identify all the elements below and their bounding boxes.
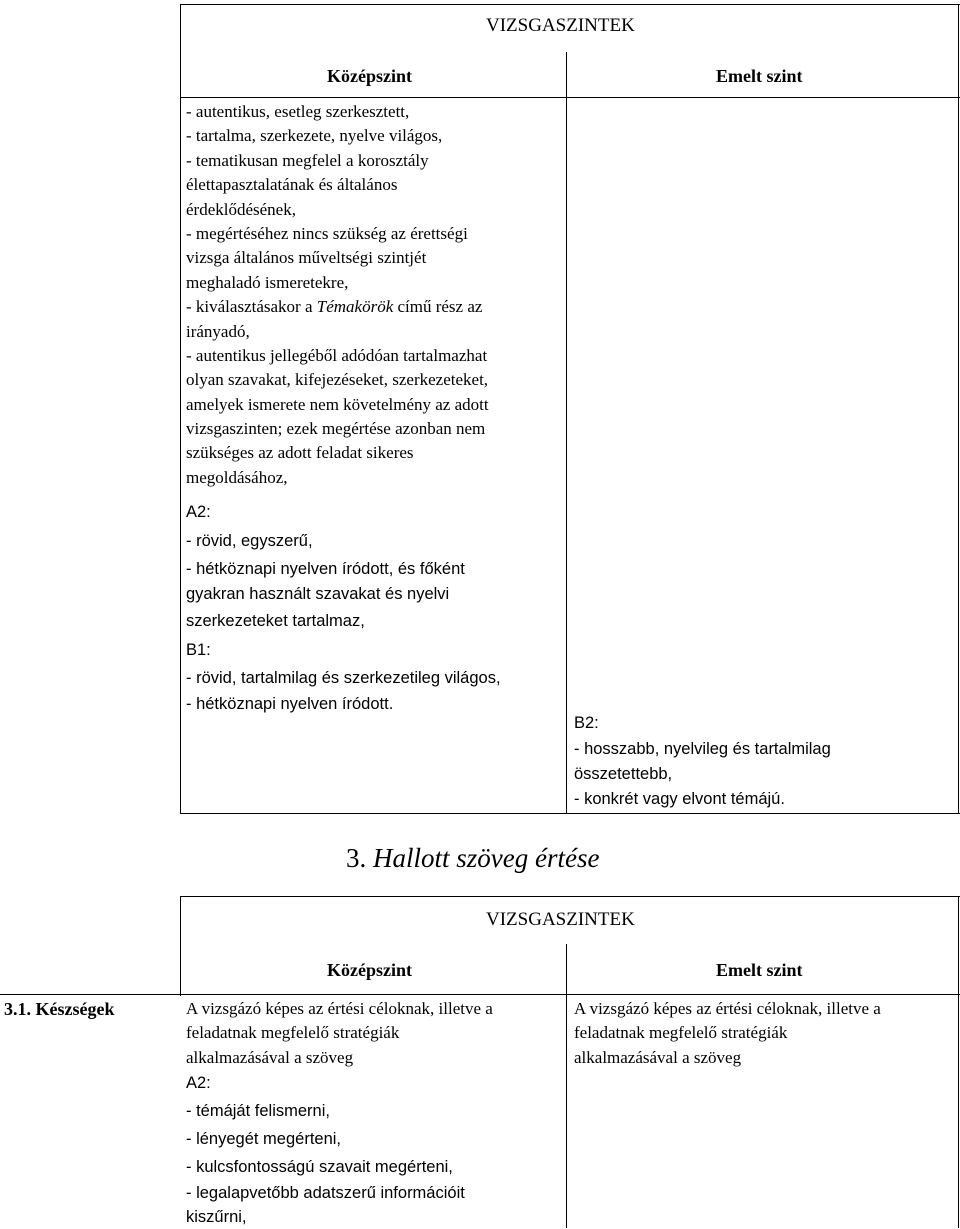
text-line: alkalmazásával a szöveg: [574, 1047, 742, 1067]
section-number: 3.: [346, 843, 373, 873]
t2-col-header-adv: Emelt szint: [716, 960, 803, 980]
text-line: - kulcsfontosságú szavait megérteni,: [186, 1158, 453, 1176]
text-line: A2:: [186, 503, 211, 521]
t2-adv-text: [574, 997, 881, 1070]
section-title: Hallott szöveg értése: [373, 843, 600, 873]
text-line: B1:: [186, 641, 211, 659]
text-line: - rövid, tartalmilag és szerkezetileg világos,: [186, 669, 501, 687]
text-line: olyan szavakat, kifejezéseket, szerkezeteket,: [186, 370, 489, 390]
text-line: érdeklődésének,: [186, 199, 296, 219]
t1-right-border: [958, 4, 959, 814]
text-line: amelyek ismerete nem követelmény az adott: [186, 394, 489, 414]
text-line: megoldásához,: [186, 467, 288, 487]
text-line: - autentikus, esetleg szerkesztett,: [186, 102, 410, 121]
text-line: - témáját felismerni,: [186, 1102, 330, 1120]
text-line: - hosszabb, nyelvileg és tartalmilag: [574, 740, 831, 758]
section-heading: [346, 842, 599, 874]
t1-adv-text: [574, 709, 831, 812]
text-line: kiszűrni,: [186, 1208, 247, 1226]
text-line: vizsga általános műveltségi szintjét: [186, 248, 427, 268]
t1-mid-text-a: [186, 100, 489, 490]
text-line: A vizsgázó képes az értési céloknak, illetve a: [574, 999, 881, 1018]
text-line: - konkrét vagy elvont témájú.: [574, 790, 785, 808]
text-line: - hétköznapi nyelven íródott, és főként: [186, 560, 465, 578]
t2-mid-text-b: [186, 1070, 465, 1229]
t2-header-divider: [0, 994, 960, 995]
t2-col-divider: [566, 944, 567, 1228]
text-line: B2:: [574, 714, 599, 732]
t1-title: VIZSGASZINTEK: [486, 15, 635, 36]
text-line: szerkezeteket tartalmaz,: [186, 612, 365, 630]
t1-left-border: [180, 4, 181, 814]
text-line: - lényegét megérteni,: [186, 1130, 342, 1148]
text-line: meghaladó ismeretekre,: [186, 272, 349, 292]
t1-bottom-border: [180, 813, 960, 814]
text-line-temakorok: [186, 295, 489, 319]
t1-header-divider: [180, 97, 960, 98]
text-line: - rövid, egyszerű,: [186, 532, 313, 550]
text-line: - legalapvetőbb adatszerű információit: [186, 1184, 465, 1202]
text-line: feladatnak megfelelő stratégiák: [574, 1023, 788, 1043]
text-line: - tematikusan megfelel a korosztály: [186, 150, 429, 170]
text-line: - megértéséhez nincs szükség az érettségi: [186, 223, 468, 243]
text-span: - kiválasztásakor a: [186, 297, 317, 317]
text-line: alkalmazásával a szöveg: [186, 1047, 354, 1067]
t1-mid-text-b: [186, 498, 501, 717]
t1-col-divider: [566, 52, 567, 814]
text-line: szükséges az adott feladat sikeres: [186, 443, 414, 463]
t1-col-header-adv: Emelt szint: [716, 66, 803, 86]
t2-col-header-mid: Középszint: [327, 960, 412, 980]
t2-left-border: [180, 896, 181, 996]
text-line: - hétköznapi nyelven íródott.: [186, 695, 394, 713]
text-line: vizsgaszinten; ezek megértése azonban nem: [186, 419, 486, 439]
text-line: irányadó,: [186, 321, 250, 341]
text-line: - tartalma, szerkezete, nyelve világos,: [186, 126, 443, 146]
text-line: A2:: [186, 1074, 211, 1092]
text-line: gyakran használt szavakat és nyelvi: [186, 585, 450, 603]
t1-col-header-mid: Középszint: [327, 66, 412, 86]
t2-title: VIZSGASZINTEK: [486, 909, 635, 930]
text-line: A vizsgázó képes az értési céloknak, illetve a: [186, 999, 493, 1018]
t2-top-border: [180, 896, 960, 897]
text-line: - autentikus jellegéből adódóan tartalmazhat: [186, 345, 488, 365]
text-line: feladatnak megfelelő stratégiák: [186, 1023, 400, 1043]
t2-right-border: [958, 896, 959, 1228]
t2-row-label: 3.1. Készségek: [4, 999, 115, 1019]
text-line: élettapasztalatának és általános: [186, 175, 398, 195]
t1-top-border: [180, 4, 960, 5]
text-italic: Témakörök: [316, 297, 394, 317]
text-span: című rész az: [393, 297, 483, 317]
text-line: összetettebb,: [574, 765, 673, 783]
t2-mid-text-a: [186, 997, 493, 1070]
